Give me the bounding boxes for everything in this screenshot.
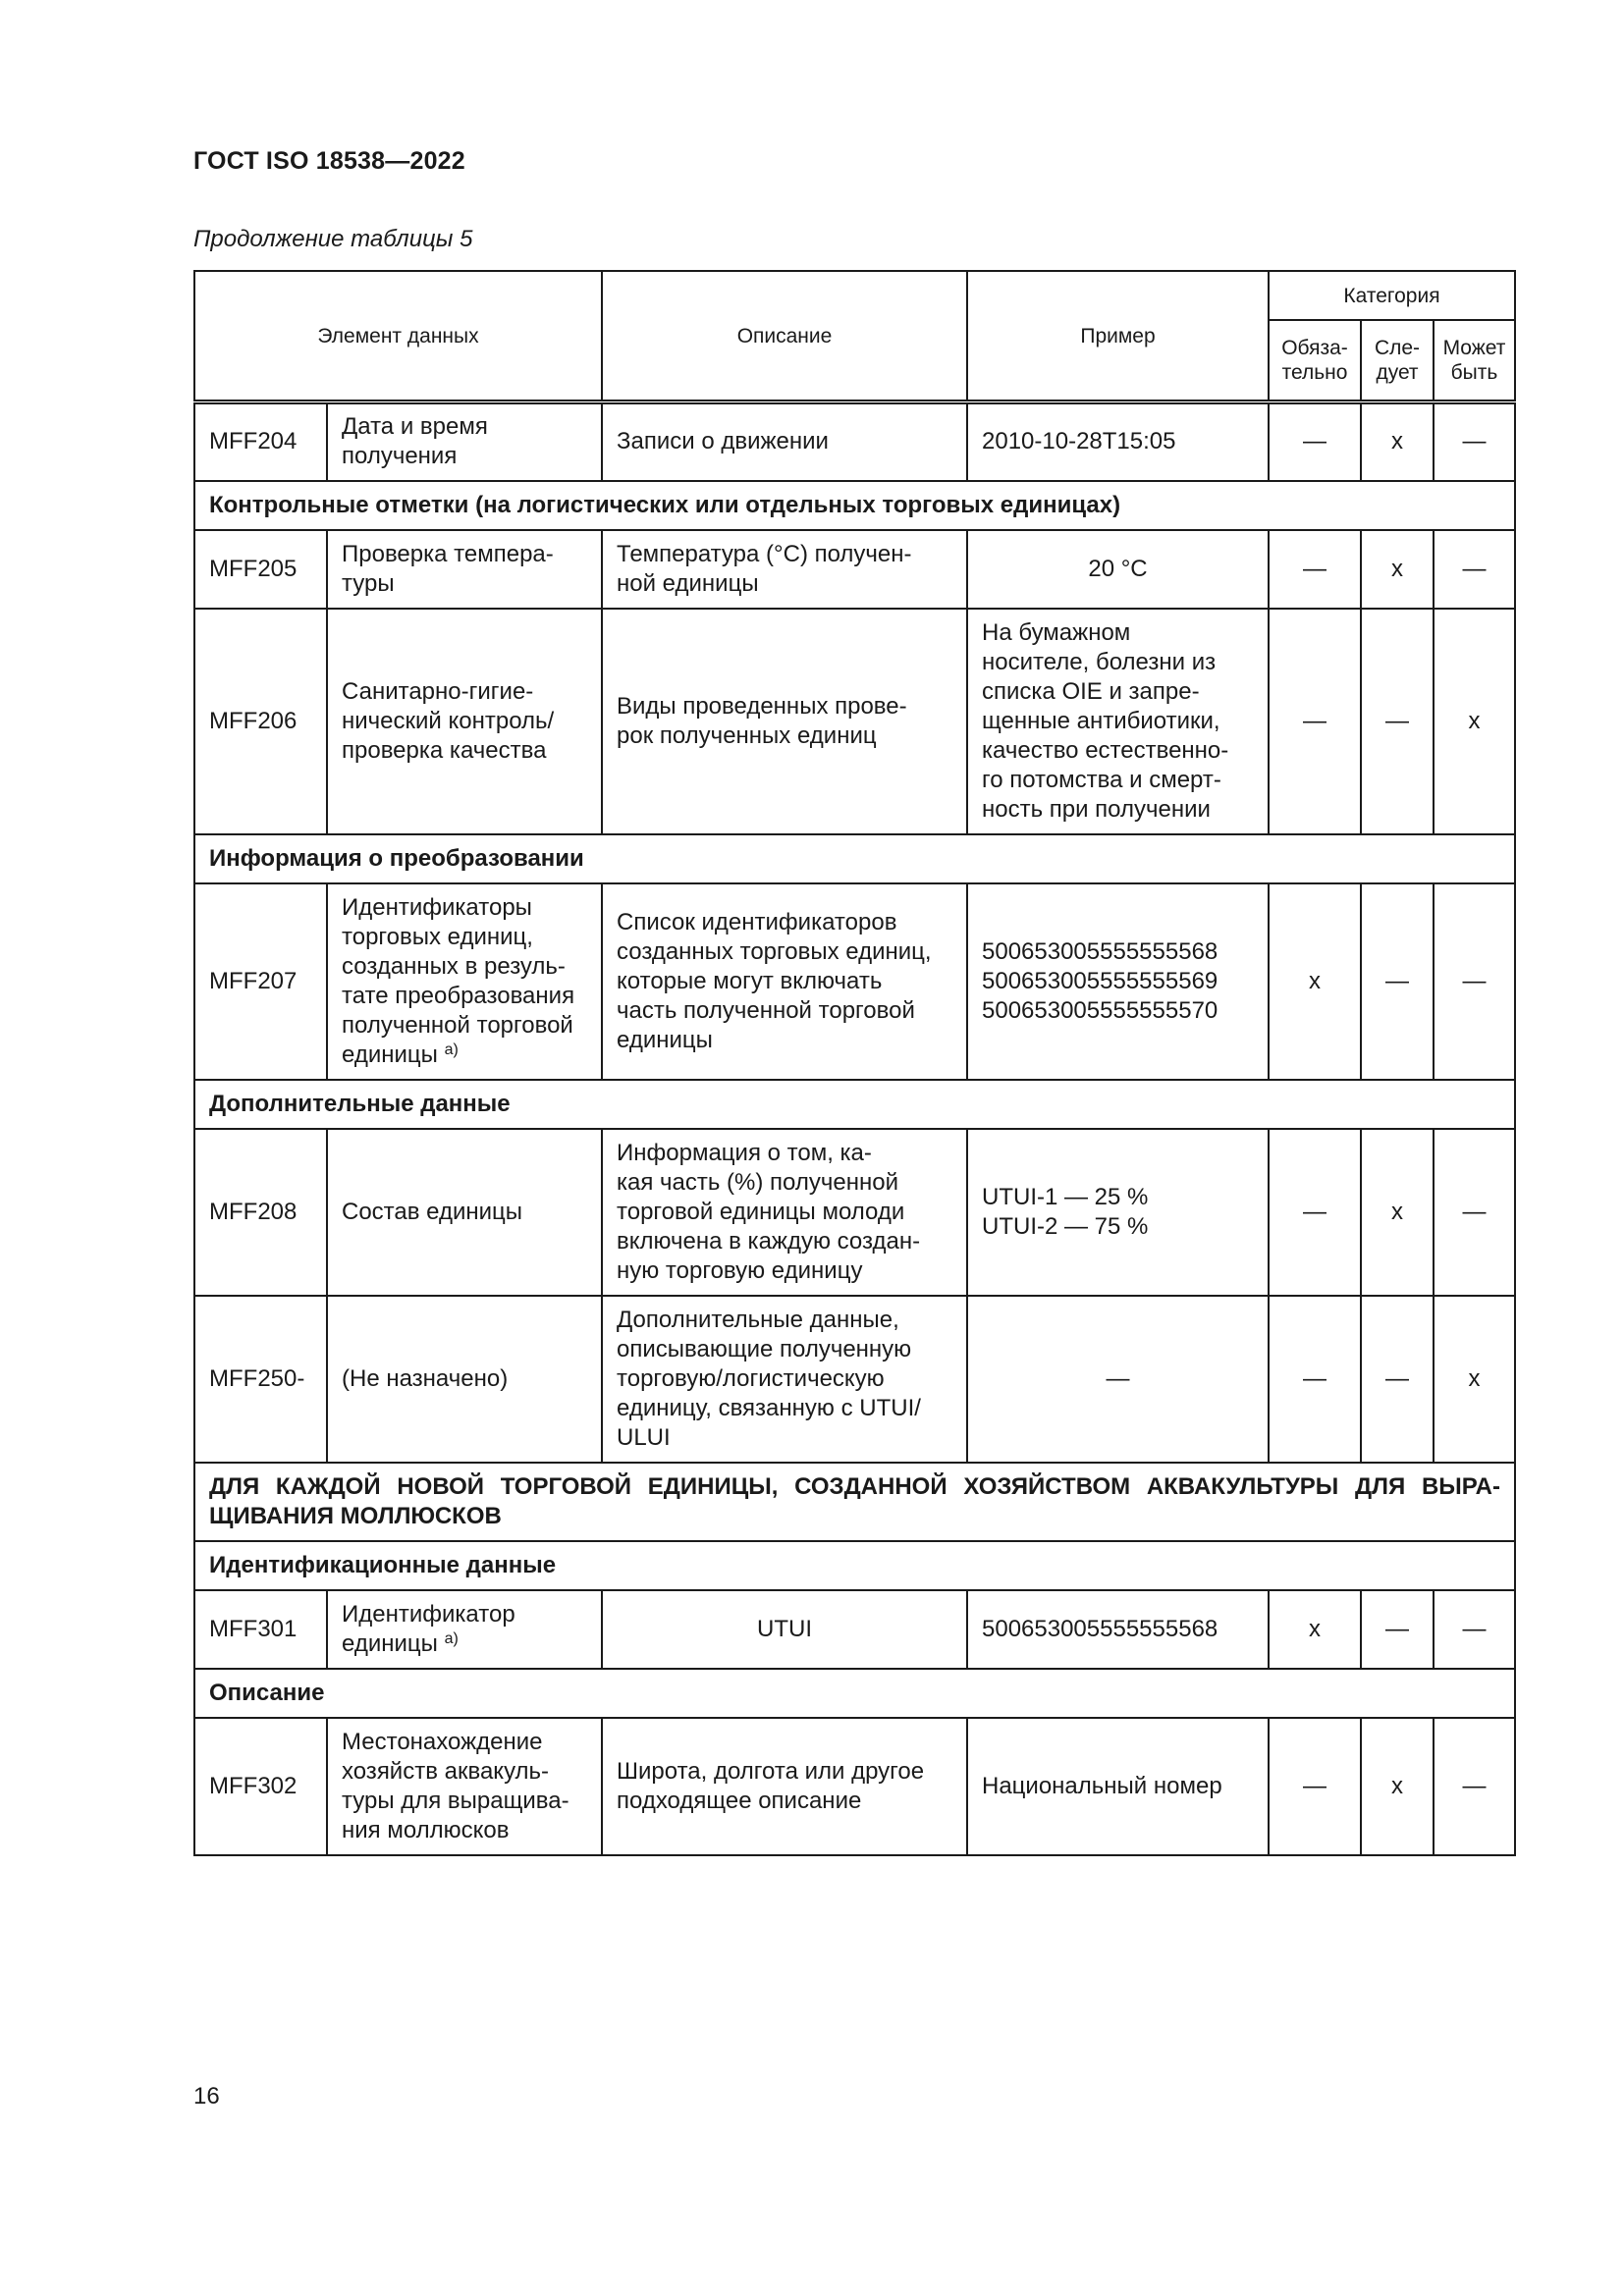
table-row bbox=[194, 1296, 1515, 1463]
element-name-cell bbox=[327, 883, 602, 1080]
element-name-cell: Дата и время получения bbox=[327, 402, 602, 481]
description-cell: Дополнительные данные, описывающие полученную торговую/логистическую единицу, связанную с UTUI/ ULUI bbox=[602, 1296, 967, 1463]
category-mandatory-cell: — bbox=[1269, 609, 1361, 834]
section-row bbox=[194, 481, 1515, 530]
footnote-marker: а) bbox=[444, 1041, 459, 1058]
category-mandatory-cell: x bbox=[1269, 883, 1361, 1080]
category-may-cell: — bbox=[1434, 1590, 1515, 1669]
example-cell: 2010-10-28T15:05 bbox=[967, 402, 1269, 481]
description-cell: Температура (°C) получен- ной единицы bbox=[602, 530, 967, 609]
table-row bbox=[194, 1129, 1515, 1296]
example-cell: 20 °C bbox=[967, 530, 1269, 609]
element-name-cell bbox=[327, 1590, 602, 1669]
column-header-may: Может быть bbox=[1434, 320, 1515, 402]
example-cell: 500653005555555568 500653005555555569 500653005555555570 bbox=[967, 883, 1269, 1080]
category-mandatory-cell: — bbox=[1269, 1296, 1361, 1463]
category-should-cell: x bbox=[1361, 1129, 1434, 1296]
element-code-cell: MFF206 bbox=[194, 609, 327, 834]
element-name-text: Идентификатор единицы bbox=[342, 1600, 515, 1657]
category-should-cell: — bbox=[1361, 609, 1434, 834]
table-row bbox=[194, 402, 1515, 481]
element-code-cell: MFF205 bbox=[194, 530, 327, 609]
description-cell: UTUI bbox=[602, 1590, 967, 1669]
table-caption: Продолжение таблицы 5 bbox=[193, 226, 473, 252]
category-mandatory-cell: — bbox=[1269, 402, 1361, 481]
element-name-cell: Местонахождение хозяйств аквакуль- туры для выращива- ния моллюсков bbox=[327, 1718, 602, 1855]
description-cell: Широта, долгота или другое подходящее описание bbox=[602, 1718, 967, 1855]
footnote-marker: а) bbox=[444, 1629, 459, 1647]
section-heading: Идентификационные данные bbox=[194, 1541, 1515, 1590]
category-may-cell: x bbox=[1434, 609, 1515, 834]
table-row bbox=[194, 883, 1515, 1080]
category-should-cell: — bbox=[1361, 883, 1434, 1080]
category-may-cell: — bbox=[1434, 883, 1515, 1080]
section-heading: ДЛЯ КАЖДОЙ НОВОЙ ТОРГОВОЙ ЕДИНИЦЫ, СОЗДАННОЙ ХОЗЯЙСТВОМ АКВАКУЛЬТУРЫ ДЛЯ ВЫРА-ЩИВАНИЯ МОЛЛЮСКОВ bbox=[194, 1463, 1515, 1541]
column-header-category: Категория bbox=[1269, 271, 1515, 320]
category-should-cell: — bbox=[1361, 1590, 1434, 1669]
section-row bbox=[194, 1541, 1515, 1590]
category-mandatory-cell: — bbox=[1269, 1718, 1361, 1855]
example-cell: Национальный номер bbox=[967, 1718, 1269, 1855]
data-elements-table bbox=[193, 270, 1516, 1856]
element-name-text: Идентификаторы торговых единиц, созданных в резуль- тате преобразования полученной торговой единицы bbox=[342, 893, 575, 1068]
section-heading: Описание bbox=[194, 1669, 1515, 1718]
element-code-cell: MFF204 bbox=[194, 402, 327, 481]
section-row bbox=[194, 834, 1515, 883]
column-header-element: Элемент данных bbox=[194, 271, 602, 402]
category-mandatory-cell: — bbox=[1269, 1129, 1361, 1296]
document-header: ГОСТ ISO 18538—2022 bbox=[193, 147, 465, 175]
table-row bbox=[194, 530, 1515, 609]
element-name-cell: Состав единицы bbox=[327, 1129, 602, 1296]
category-may-cell: — bbox=[1434, 1718, 1515, 1855]
category-may-cell: x bbox=[1434, 1296, 1515, 1463]
description-cell: Информация о том, ка- кая часть (%) полученной торговой единицы молоди включена в каждую создан- ную торговую единицу bbox=[602, 1129, 967, 1296]
page-number: 16 bbox=[193, 2083, 220, 2109]
category-should-cell: x bbox=[1361, 1718, 1434, 1855]
table-row bbox=[194, 1718, 1515, 1855]
element-name-cell: Проверка темпера- туры bbox=[327, 530, 602, 609]
column-header-mandatory: Обяза- тельно bbox=[1269, 320, 1361, 402]
section-heading: Дополнительные данные bbox=[194, 1080, 1515, 1129]
table-row bbox=[194, 609, 1515, 834]
section-row bbox=[194, 1463, 1515, 1541]
table-body bbox=[194, 402, 1515, 1855]
category-should-cell: x bbox=[1361, 530, 1434, 609]
element-code-cell: MFF207 bbox=[194, 883, 327, 1080]
category-may-cell: — bbox=[1434, 530, 1515, 609]
column-header-example: Пример bbox=[967, 271, 1269, 402]
description-cell: Список идентификаторов созданных торговых единиц, которые могут включать часть полученной торговой единицы bbox=[602, 883, 967, 1080]
section-row bbox=[194, 1669, 1515, 1718]
category-mandatory-cell: x bbox=[1269, 1590, 1361, 1669]
category-may-cell: — bbox=[1434, 402, 1515, 481]
category-should-cell: — bbox=[1361, 1296, 1434, 1463]
element-code-cell: MFF250- bbox=[194, 1296, 327, 1463]
element-name-cell: Санитарно-гигие- нический контроль/ проверка качества bbox=[327, 609, 602, 834]
element-code-cell: MFF208 bbox=[194, 1129, 327, 1296]
element-code-cell: MFF302 bbox=[194, 1718, 327, 1855]
category-should-cell: x bbox=[1361, 402, 1434, 481]
element-name-cell: (Не назначено) bbox=[327, 1296, 602, 1463]
column-header-description: Описание bbox=[602, 271, 967, 402]
section-row bbox=[194, 1080, 1515, 1129]
category-may-cell: — bbox=[1434, 1129, 1515, 1296]
example-cell: На бумажном носителе, болезни из списка OIE и запре- щенные антибиотики, качество естественно- го потомства и смерт- ность при получении bbox=[967, 609, 1269, 834]
column-header-should: Сле- дует bbox=[1361, 320, 1434, 402]
table-row bbox=[194, 1590, 1515, 1669]
category-mandatory-cell: — bbox=[1269, 530, 1361, 609]
section-heading: Контрольные отметки (на логистических или отдельных торговых единицах) bbox=[194, 481, 1515, 530]
example-cell: 500653005555555568 bbox=[967, 1590, 1269, 1669]
example-cell: — bbox=[967, 1296, 1269, 1463]
description-cell: Виды проведенных прове- рок полученных единиц bbox=[602, 609, 967, 834]
description-cell: Записи о движении bbox=[602, 402, 967, 481]
element-code-cell: MFF301 bbox=[194, 1590, 327, 1669]
example-cell: UTUI-1 — 25 % UTUI-2 — 75 % bbox=[967, 1129, 1269, 1296]
section-heading: Информация о преобразовании bbox=[194, 834, 1515, 883]
